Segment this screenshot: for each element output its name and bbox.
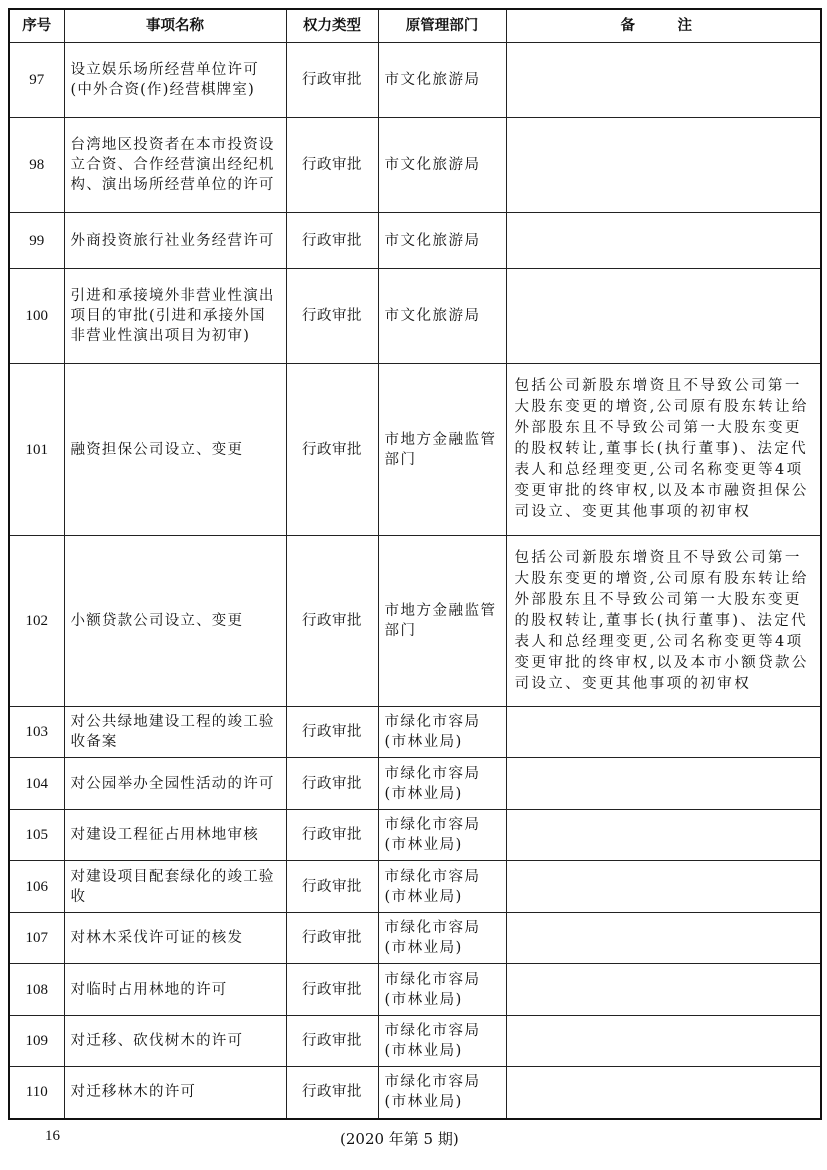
table-row <box>9 810 821 861</box>
item-name: 对迁移林木的许可 <box>64 1067 286 1119</box>
table-row <box>9 913 821 964</box>
item-name: 引进和承接境外非营业性演出项目的审批(引进和承接外国非营业性演出项目为初审) <box>64 269 286 364</box>
row-number: 100 <box>9 269 64 364</box>
power-type: 行政审批 <box>286 213 378 269</box>
department: 市绿化市容局(市林业局) <box>378 1067 506 1119</box>
table-row <box>9 43 821 118</box>
power-type: 行政审批 <box>286 364 378 536</box>
table-row <box>9 1016 821 1067</box>
row-number: 99 <box>9 213 64 269</box>
row-number: 109 <box>9 1016 64 1067</box>
row-number: 103 <box>9 707 64 758</box>
department: 市绿化市容局(市林业局) <box>378 913 506 964</box>
row-number: 101 <box>9 364 64 536</box>
remark <box>506 43 821 118</box>
row-number: 97 <box>9 43 64 118</box>
power-type: 行政审批 <box>286 758 378 810</box>
remark <box>506 758 821 810</box>
remark <box>506 118 821 213</box>
power-type: 行政审批 <box>286 1067 378 1119</box>
item-name: 外商投资旅行社业务经营许可 <box>64 213 286 269</box>
item-name: 台湾地区投资者在本市投资设立合资、合作经营演出经纪机构、演出场所经营单位的许可 <box>64 118 286 213</box>
remark: 包括公司新股东增资且不导致公司第一大股东变更的增资,公司原有股东转让给外部股东且不导致公司第一大股东变更的股权转让,董事长(执行董事)、法定代表人和总经理变更,公司名称变更等4项变更审批的终审权,以及本市融资担保公司设立、变更其他事项的初审权 <box>506 364 821 536</box>
row-number: 108 <box>9 964 64 1016</box>
table-header <box>9 9 821 43</box>
item-name: 对林木采伐许可证的核发 <box>64 913 286 964</box>
department: 市文化旅游局 <box>378 43 506 118</box>
row-number: 102 <box>9 536 64 707</box>
row-number: 106 <box>9 861 64 913</box>
item-name: 设立娱乐场所经营单位许可(中外合资(作)经营棋牌室) <box>64 43 286 118</box>
department: 市绿化市容局(市林业局) <box>378 707 506 758</box>
item-name: 对公园举办全园性活动的许可 <box>64 758 286 810</box>
header-remark: 备 注 <box>506 9 821 43</box>
remark <box>506 1067 821 1119</box>
header-name: 事项名称 <box>64 9 286 43</box>
department: 市绿化市容局(市林业局) <box>378 810 506 861</box>
department: 市地方金融监管部门 <box>378 364 506 536</box>
row-number: 107 <box>9 913 64 964</box>
department: 市绿化市容局(市林业局) <box>378 861 506 913</box>
remark <box>506 810 821 861</box>
item-name: 对建设项目配套绿化的竣工验收 <box>64 861 286 913</box>
department: 市绿化市容局(市林业局) <box>378 758 506 810</box>
item-name: 对迁移、砍伐树木的许可 <box>64 1016 286 1067</box>
power-type: 行政审批 <box>286 810 378 861</box>
remark <box>506 913 821 964</box>
row-number: 110 <box>9 1067 64 1119</box>
remark <box>506 269 821 364</box>
table-row <box>9 364 821 536</box>
table-row <box>9 536 821 707</box>
power-type: 行政审批 <box>286 536 378 707</box>
power-type: 行政审批 <box>286 118 378 213</box>
power-type: 行政审批 <box>286 269 378 364</box>
approval-items-table <box>8 8 822 1120</box>
row-number: 98 <box>9 118 64 213</box>
issue-label: (2020 年第 5 期) <box>340 1130 459 1148</box>
power-type: 行政审批 <box>286 1016 378 1067</box>
department: 市绿化市容局(市林业局) <box>378 1016 506 1067</box>
remark <box>506 707 821 758</box>
item-name: 对临时占用林地的许可 <box>64 964 286 1016</box>
power-type: 行政审批 <box>286 861 378 913</box>
header-no: 序号 <box>9 9 64 43</box>
header-type: 权力类型 <box>286 9 378 43</box>
power-type: 行政审批 <box>286 964 378 1016</box>
department: 市文化旅游局 <box>378 213 506 269</box>
table-row <box>9 964 821 1016</box>
remark <box>506 213 821 269</box>
table-row <box>9 213 821 269</box>
header-dept: 原管理部门 <box>378 9 506 43</box>
table-row <box>9 118 821 213</box>
department: 市绿化市容局(市林业局) <box>378 964 506 1016</box>
department: 市文化旅游局 <box>378 269 506 364</box>
table-row <box>9 861 821 913</box>
row-number: 105 <box>9 810 64 861</box>
remark <box>506 861 821 913</box>
remark <box>506 1016 821 1067</box>
row-number: 104 <box>9 758 64 810</box>
department: 市地方金融监管部门 <box>378 536 506 707</box>
power-type: 行政审批 <box>286 707 378 758</box>
table-row <box>9 758 821 810</box>
item-name: 小额贷款公司设立、变更 <box>64 536 286 707</box>
remark: 包括公司新股东增资且不导致公司第一大股东变更的增资,公司原有股东转让给外部股东且不导致公司第一大股东变更的股权转让,董事长(执行董事)、法定代表人和总经理变更,公司名称变更等4项变更审批的终审权,以及本市小额贷款公司设立、变更其他事项的初审权 <box>506 536 821 707</box>
page-number: 16 <box>45 1128 60 1144</box>
table-row <box>9 707 821 758</box>
power-type: 行政审批 <box>286 913 378 964</box>
item-name: 对建设工程征占用林地审核 <box>64 810 286 861</box>
remark <box>506 964 821 1016</box>
power-type: 行政审批 <box>286 43 378 118</box>
department: 市文化旅游局 <box>378 118 506 213</box>
table-row <box>9 269 821 364</box>
item-name: 对公共绿地建设工程的竣工验收备案 <box>64 707 286 758</box>
item-name: 融资担保公司设立、变更 <box>64 364 286 536</box>
table-row <box>9 1067 821 1119</box>
